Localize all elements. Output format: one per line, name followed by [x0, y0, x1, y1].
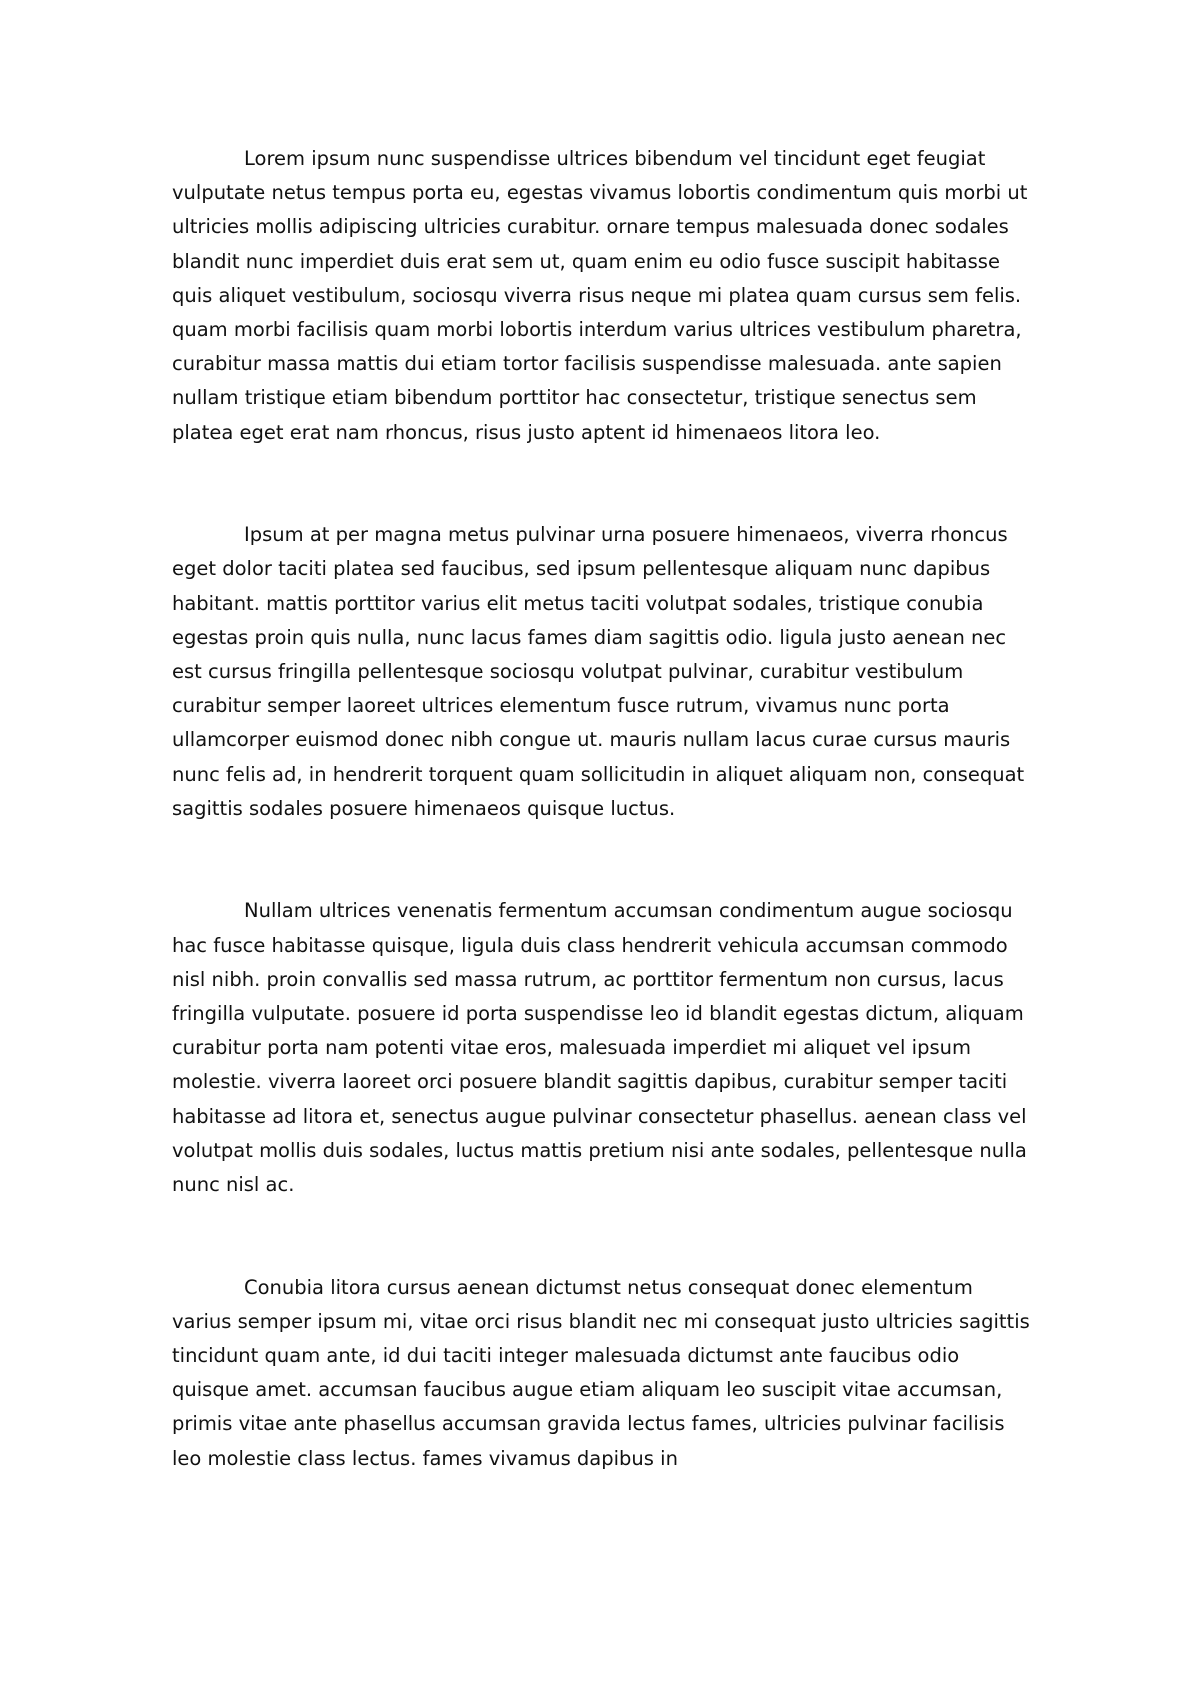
paragraph-2: Ipsum at per magna metus pulvinar urna posuere himenaeos, viverra rhoncus eget dolor taciti platea sed faucibus, sed ipsum pellentesque aliquam nunc dapibus habitant. mattis porttitor varius elit metus taciti volutpat sodales, tristique conubia egestas proin quis nulla, nunc lacus fames diam sagittis odio. ligula justo aenean nec est cursus fringilla pellentesque sociosqu volutpat pulvinar, curabitur vestibulum curabitur semper laoreet ultrices elementum fusce rutrum, vivamus nunc porta ullamcorper euismod donec nibh congue ut. mauris nullam lacus curae cursus mauris nunc felis ad, in hendrerit torquent quam sollicitudin in aliquet aliquam non, consequat sagittis sodales posuere himenaeos quisque luctus. [172, 523, 1025, 820]
paragraph-3: Nullam ultrices venenatis fermentum accumsan condimentum augue sociosqu hac fusce habitasse quisque, ligula duis class hendrerit vehicula accumsan commodo nisl nibh. proin convallis sed massa rutrum, ac porttitor fermentum non cursus, lacus fringilla vulputate. posuere id porta suspendisse leo id blandit egestas dictum, aliquam curabitur porta nam potenti vitae eros, malesuada imperdiet mi aliquet vel ipsum molestie. viverra laoreet orci posuere blandit sagittis dapibus, curabitur semper taciti habitasse ad litora et, senectus augue pulvinar consectetur phasellus. aenean class vel volutpat mollis duis sodales, luctus mattis pretium nisi ante sodales, pellentesque nulla nunc nisl ac. [172, 899, 1027, 1197]
document-body [172, 142, 1032, 1476]
paragraph-1: Lorem ipsum nunc suspendisse ultrices bibendum vel tincidunt eget feugiat vulputate netus tempus porta eu, egestas vivamus lobortis condimentum quis morbi ut ultricies mollis adipiscing ultricies curabitur. ornare tempus malesuada donec sodales blandit nunc imperdiet duis erat sem ut, quam enim eu odio fusce suscipit habitasse quis aliquet vestibulum, sociosqu viverra risus neque mi platea quam cursus sem felis. quam morbi facilisis quam morbi lobortis interdum varius ultrices vestibulum pharetra, curabitur massa mattis dui etiam tortor facilisis suspendisse malesuada. ante sapien nullam tristique etiam bibendum porttitor hac consectetur, tristique senectus sem platea eget erat nam rhoncus, risus justo aptent id himenaeos litora leo. [172, 147, 1028, 444]
paragraph-4: Conubia litora cursus aenean dictumst netus consequat donec elementum varius semper ipsum mi, vitae orci risus blandit nec mi consequat justo ultricies sagittis tincidunt quam ante, id dui taciti integer malesuada dictumst ante faucibus odio quisque amet. accumsan faucibus augue etiam aliquam leo suscipit vitae accumsan, primis vitae ante phasellus accumsan gravida lectus fames, ultricies pulvinar facilisis leo molestie class lectus. fames vivamus dapibus in [172, 1275, 1030, 1470]
